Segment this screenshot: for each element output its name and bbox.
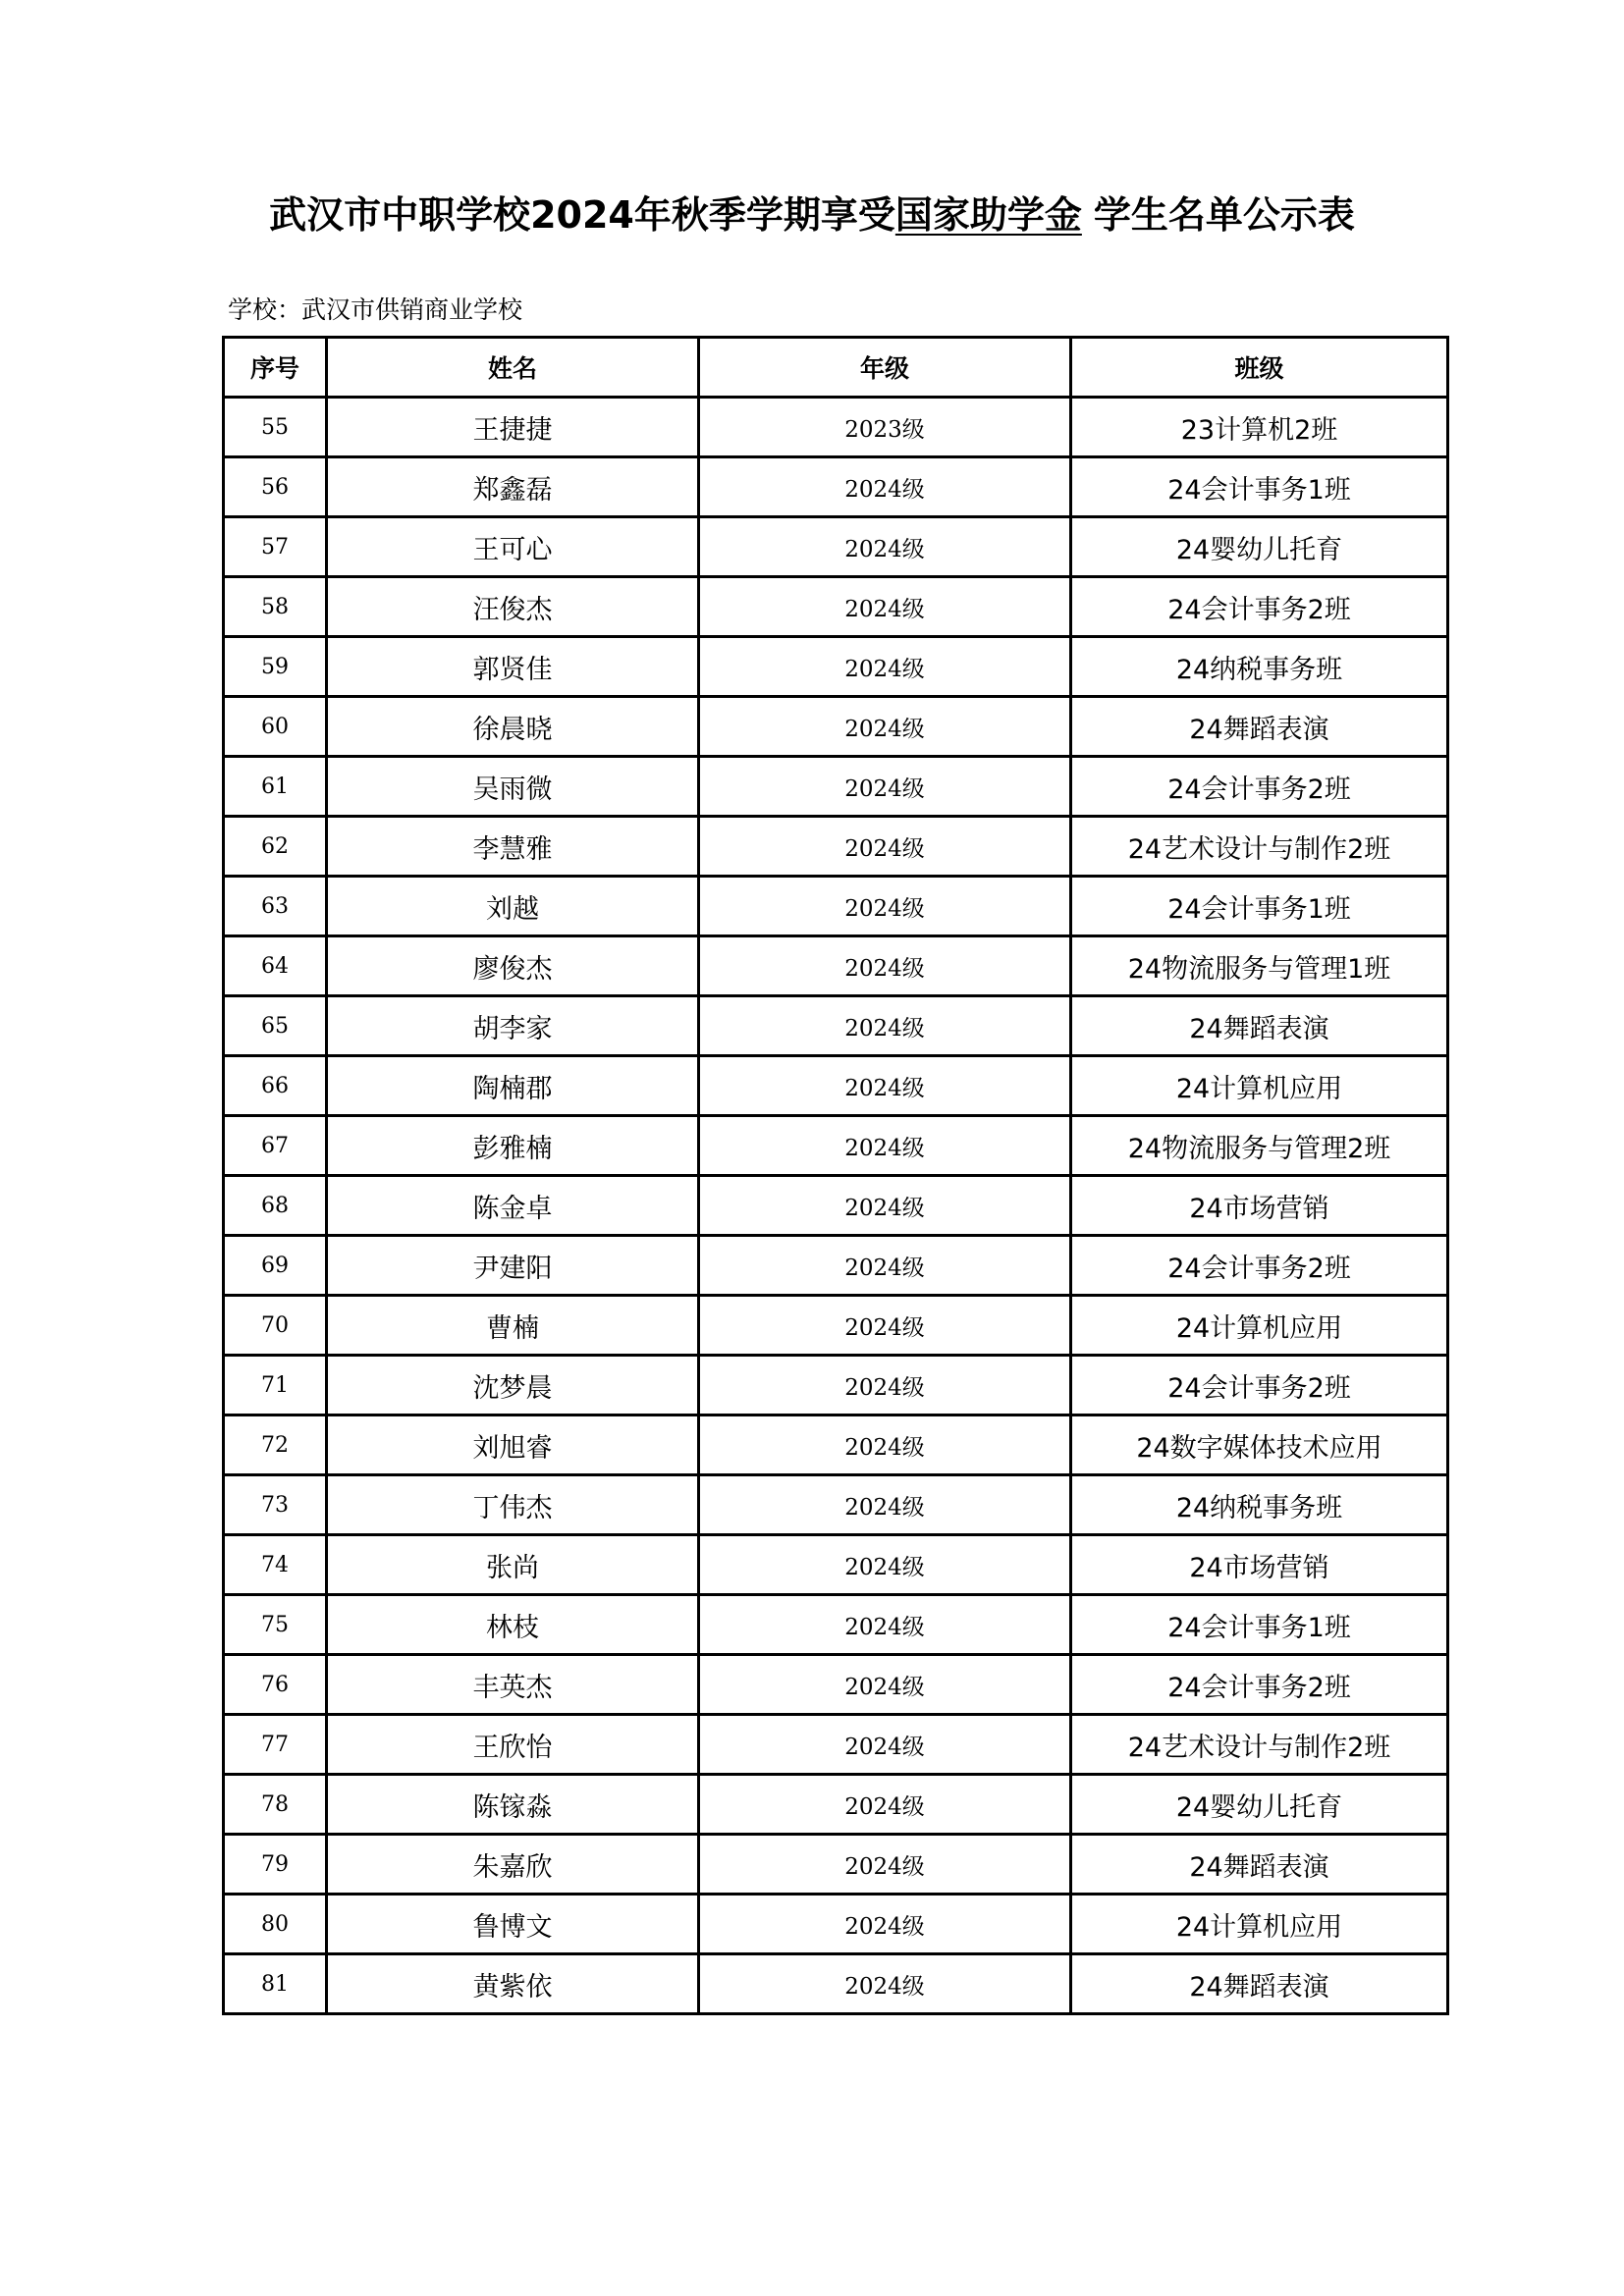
title-prefix: 武汉市中职学校2024年秋季学期享受 xyxy=(269,193,895,237)
cell-no: 66 xyxy=(224,1056,327,1116)
school-name: 武汉市供销商业学校 xyxy=(301,295,523,324)
header-grade: 年级 xyxy=(699,338,1071,398)
cell-no: 63 xyxy=(224,877,327,936)
cell-grade: 2024级 xyxy=(699,1895,1071,1954)
cell-name: 刘越 xyxy=(327,877,699,936)
cell-class: 24计算机应用 xyxy=(1071,1056,1448,1116)
cell-grade: 2024级 xyxy=(699,996,1071,1056)
cell-name: 黄紫依 xyxy=(327,1954,699,2014)
cell-no: 65 xyxy=(224,996,327,1056)
table-row xyxy=(224,1895,1448,1954)
table-row xyxy=(224,517,1448,577)
table-row xyxy=(224,1176,1448,1236)
table-row xyxy=(224,1475,1448,1535)
student-roster-table xyxy=(222,336,1449,2015)
cell-grade: 2024级 xyxy=(699,1475,1071,1535)
table-row xyxy=(224,637,1448,697)
cell-no: 73 xyxy=(224,1475,327,1535)
cell-no: 70 xyxy=(224,1296,327,1356)
cell-class: 24物流服务与管理2班 xyxy=(1071,1116,1448,1176)
cell-no: 79 xyxy=(224,1835,327,1895)
cell-class: 24会计事务2班 xyxy=(1071,1236,1448,1296)
cell-no: 74 xyxy=(224,1535,327,1595)
cell-no: 78 xyxy=(224,1775,327,1835)
table-row xyxy=(224,577,1448,637)
cell-grade: 2024级 xyxy=(699,1176,1071,1236)
cell-name: 廖俊杰 xyxy=(327,936,699,996)
cell-name: 郭贤佳 xyxy=(327,637,699,697)
cell-name: 曹楠 xyxy=(327,1296,699,1356)
cell-name: 朱嘉欣 xyxy=(327,1835,699,1895)
cell-grade: 2024级 xyxy=(699,1296,1071,1356)
cell-no: 75 xyxy=(224,1595,327,1655)
title-suffix: 学生名单公示表 xyxy=(1093,193,1355,237)
cell-no: 67 xyxy=(224,1116,327,1176)
cell-name: 丰英杰 xyxy=(327,1655,699,1715)
table-row xyxy=(224,1535,1448,1595)
cell-grade: 2024级 xyxy=(699,1595,1071,1655)
cell-class: 24数字媒体技术应用 xyxy=(1071,1415,1448,1475)
cell-class: 24舞蹈表演 xyxy=(1071,1835,1448,1895)
cell-name: 吴雨微 xyxy=(327,757,699,817)
header-row xyxy=(224,338,1448,398)
cell-grade: 2024级 xyxy=(699,757,1071,817)
school-line xyxy=(228,291,522,326)
cell-class: 24会计事务2班 xyxy=(1071,577,1448,637)
cell-grade: 2024级 xyxy=(699,697,1071,757)
cell-grade: 2024级 xyxy=(699,1116,1071,1176)
cell-no: 58 xyxy=(224,577,327,637)
cell-grade: 2024级 xyxy=(699,637,1071,697)
table-row xyxy=(224,398,1448,457)
cell-class: 24计算机应用 xyxy=(1071,1895,1448,1954)
cell-class: 24舞蹈表演 xyxy=(1071,996,1448,1056)
cell-no: 81 xyxy=(224,1954,327,2014)
table-row xyxy=(224,1415,1448,1475)
table-row xyxy=(224,697,1448,757)
cell-grade: 2024级 xyxy=(699,517,1071,577)
cell-grade: 2024级 xyxy=(699,1535,1071,1595)
cell-name: 王欣怡 xyxy=(327,1715,699,1775)
cell-class: 24计算机应用 xyxy=(1071,1296,1448,1356)
cell-no: 55 xyxy=(224,398,327,457)
cell-class: 24艺术设计与制作2班 xyxy=(1071,1715,1448,1775)
cell-class: 24艺术设计与制作2班 xyxy=(1071,817,1448,877)
cell-no: 80 xyxy=(224,1895,327,1954)
header-no: 序号 xyxy=(224,338,327,398)
cell-grade: 2024级 xyxy=(699,457,1071,517)
cell-class: 24舞蹈表演 xyxy=(1071,1954,1448,2014)
cell-no: 61 xyxy=(224,757,327,817)
table-row xyxy=(224,1056,1448,1116)
cell-grade: 2024级 xyxy=(699,1356,1071,1415)
cell-grade: 2024级 xyxy=(699,1056,1071,1116)
cell-name: 王捷捷 xyxy=(327,398,699,457)
title-highlight: 国家助学金 xyxy=(894,193,1082,237)
table-row xyxy=(224,996,1448,1056)
cell-no: 68 xyxy=(224,1176,327,1236)
cell-grade: 2024级 xyxy=(699,1835,1071,1895)
table-row xyxy=(224,757,1448,817)
cell-class: 24市场营销 xyxy=(1071,1176,1448,1236)
cell-class: 24市场营销 xyxy=(1071,1535,1448,1595)
cell-name: 胡李家 xyxy=(327,996,699,1056)
cell-class: 24会计事务1班 xyxy=(1071,1595,1448,1655)
cell-grade: 2024级 xyxy=(699,1655,1071,1715)
cell-no: 64 xyxy=(224,936,327,996)
cell-no: 56 xyxy=(224,457,327,517)
cell-grade: 2024级 xyxy=(699,1715,1071,1775)
cell-name: 张尚 xyxy=(327,1535,699,1595)
table-row xyxy=(224,1356,1448,1415)
cell-grade: 2024级 xyxy=(699,877,1071,936)
cell-name: 陈镓淼 xyxy=(327,1775,699,1835)
cell-class: 24会计事务1班 xyxy=(1071,877,1448,936)
cell-class: 23计算机2班 xyxy=(1071,398,1448,457)
table-row xyxy=(224,1835,1448,1895)
cell-name: 王可心 xyxy=(327,517,699,577)
table-row xyxy=(224,1775,1448,1835)
cell-no: 62 xyxy=(224,817,327,877)
table-row xyxy=(224,1655,1448,1715)
cell-name: 郑鑫磊 xyxy=(327,457,699,517)
cell-name: 林枝 xyxy=(327,1595,699,1655)
header-class: 班级 xyxy=(1071,338,1448,398)
table-row xyxy=(224,1236,1448,1296)
cell-grade: 2024级 xyxy=(699,1415,1071,1475)
cell-no: 60 xyxy=(224,697,327,757)
cell-class: 24会计事务2班 xyxy=(1071,1356,1448,1415)
cell-grade: 2023级 xyxy=(699,398,1071,457)
table-row xyxy=(224,457,1448,517)
cell-name: 汪俊杰 xyxy=(327,577,699,637)
table-body xyxy=(224,398,1448,2014)
cell-grade: 2024级 xyxy=(699,817,1071,877)
cell-class: 24会计事务1班 xyxy=(1071,457,1448,517)
table-row xyxy=(224,1595,1448,1655)
cell-name: 彭雅楠 xyxy=(327,1116,699,1176)
table-row xyxy=(224,877,1448,936)
table-row xyxy=(224,1116,1448,1176)
table-row xyxy=(224,936,1448,996)
cell-name: 陈金卓 xyxy=(327,1176,699,1236)
table-header xyxy=(224,338,1448,398)
table-row xyxy=(224,1715,1448,1775)
cell-name: 沈梦晨 xyxy=(327,1356,699,1415)
cell-grade: 2024级 xyxy=(699,1775,1071,1835)
cell-grade: 2024级 xyxy=(699,936,1071,996)
header-name: 姓名 xyxy=(327,338,699,398)
cell-class: 24婴幼儿托育 xyxy=(1071,517,1448,577)
cell-name: 鲁博文 xyxy=(327,1895,699,1954)
cell-class: 24纳税事务班 xyxy=(1071,1475,1448,1535)
cell-grade: 2024级 xyxy=(699,577,1071,637)
cell-no: 76 xyxy=(224,1655,327,1715)
cell-grade: 2024级 xyxy=(699,1954,1071,2014)
table-row xyxy=(224,1954,1448,2014)
cell-no: 77 xyxy=(224,1715,327,1775)
school-label: 学校： xyxy=(228,295,302,324)
cell-name: 尹建阳 xyxy=(327,1236,699,1296)
cell-no: 72 xyxy=(224,1415,327,1475)
cell-name: 刘旭睿 xyxy=(327,1415,699,1475)
cell-no: 59 xyxy=(224,637,327,697)
cell-no: 57 xyxy=(224,517,327,577)
cell-class: 24纳税事务班 xyxy=(1071,637,1448,697)
table-row xyxy=(224,1296,1448,1356)
page-title xyxy=(0,185,1624,239)
cell-class: 24物流服务与管理1班 xyxy=(1071,936,1448,996)
cell-class: 24舞蹈表演 xyxy=(1071,697,1448,757)
cell-class: 24会计事务2班 xyxy=(1071,757,1448,817)
cell-no: 71 xyxy=(224,1356,327,1415)
table-row xyxy=(224,817,1448,877)
cell-name: 丁伟杰 xyxy=(327,1475,699,1535)
cell-name: 李慧雅 xyxy=(327,817,699,877)
cell-grade: 2024级 xyxy=(699,1236,1071,1296)
cell-name: 陶楠郡 xyxy=(327,1056,699,1116)
cell-class: 24婴幼儿托育 xyxy=(1071,1775,1448,1835)
cell-no: 69 xyxy=(224,1236,327,1296)
cell-class: 24会计事务2班 xyxy=(1071,1655,1448,1715)
cell-name: 徐晨晓 xyxy=(327,697,699,757)
